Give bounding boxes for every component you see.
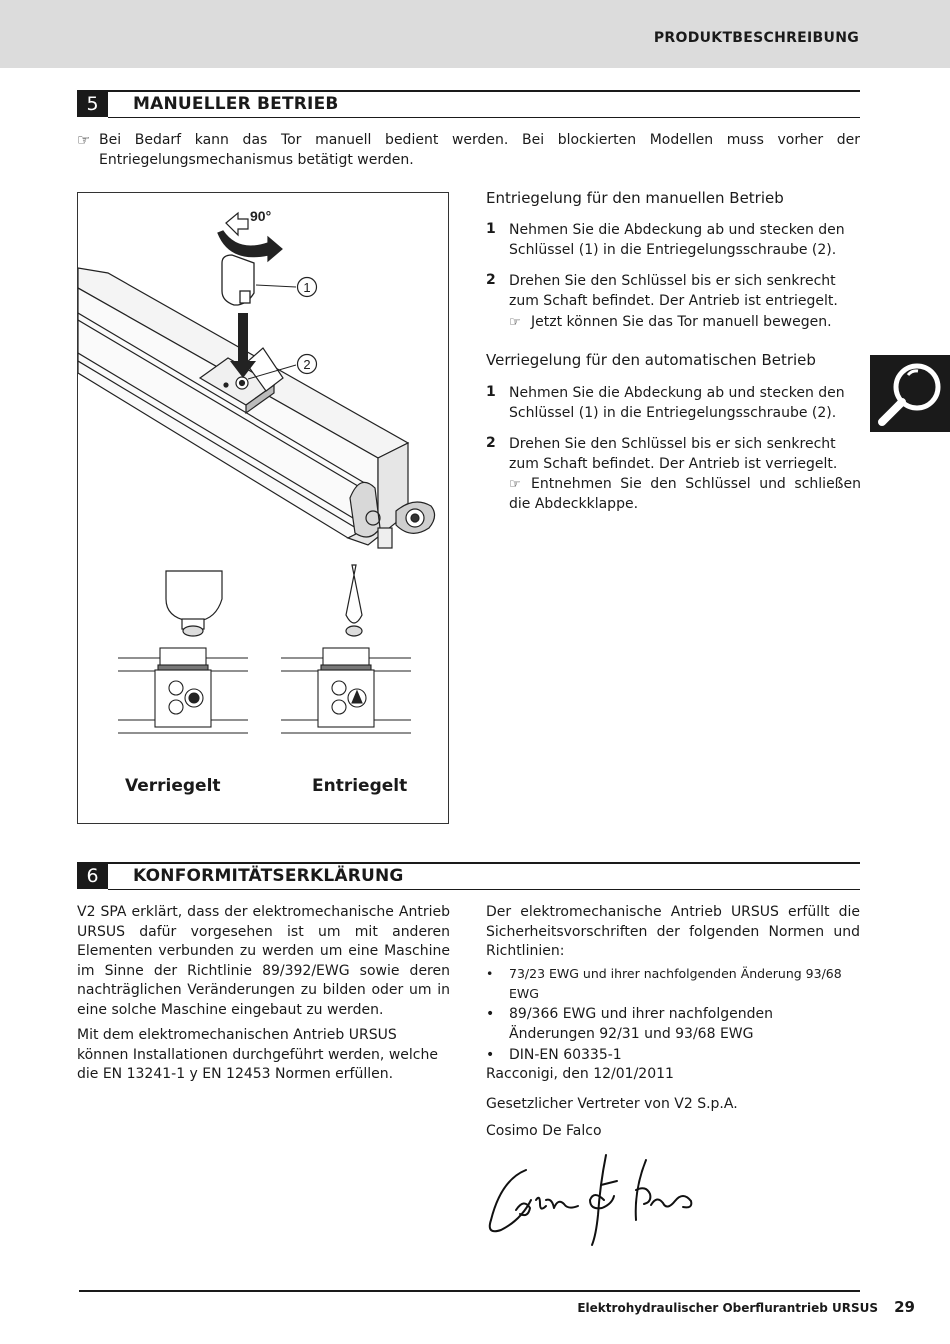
section-6-top-rule — [77, 862, 860, 864]
lock-step-2-number: 2 — [486, 435, 496, 451]
callout-1-label: 1 — [303, 280, 311, 295]
section-5-top-rule — [77, 90, 860, 92]
standard-item: • 73/23 EWG und ihrer nachfolgenden Änderung 93/68 EWG — [486, 964, 860, 1003]
standard-item: • 89/366 EWG und ihrer nachfolgenden Änderungen 92/31 und 93/68 EWG — [486, 1005, 860, 1044]
operator-body — [78, 268, 435, 548]
lock-note: Entnehmen Sie den Schlüssel und schließen die Abdeckklappe. — [509, 476, 861, 512]
declaration-paragraph-2: Mit dem elektromechanischen Antrieb URSUS können Installationen durchgeführt werden, welche die EN 13241-1 y EN 12453 Normen erfüllen. — [77, 1027, 438, 1082]
unlocked-cover-detail — [281, 648, 411, 733]
header-title: PRODUKTBESCHREIBUNG — [653, 30, 859, 46]
standard-item: • DIN-EN 60335-1 — [486, 1046, 860, 1066]
lock-step-1-text: Nehmen Sie die Abdeckung ab und stecken den Schlüssel (1) in die Entriegelungsschraube (2). — [509, 385, 845, 421]
representative-title: Gesetzlicher Vertreter von V2 S.p.A. — [486, 1096, 738, 1112]
hand-pointer-icon: ☞ — [509, 477, 521, 492]
standards-list — [486, 964, 860, 1068]
side-tab — [870, 355, 950, 432]
section-5-intro: Bei Bedarf kann das Tor manuell bedient werden. Bei blockierten Modellen muss vorher der Entriegelungsmechanismus betätigt werden. — [99, 132, 860, 168]
unlock-step-2-number: 2 — [486, 272, 496, 288]
caption-unlocked: Entriegelt — [312, 776, 408, 796]
unlock-note: Jetzt können Sie das Tor manuell bewegen. — [531, 314, 832, 330]
lock-step-2-text: Drehen Sie den Schlüssel bis er sich senkrecht zum Schaft befindet. Der Antrieb ist verriegelt. — [509, 436, 838, 472]
locked-key-detail — [166, 571, 222, 636]
place-date: Racconigi, den 12/01/2011 — [486, 1066, 674, 1082]
unlock-heading: Entriegelung für den manuellen Betrieb — [486, 189, 784, 207]
lock-step-1-number: 1 — [486, 384, 496, 400]
release-mechanism-illustration — [78, 193, 448, 823]
unlock-step-1-text: Nehmen Sie die Abdeckung ab und stecken den Schlüssel (1) in die Entriegelungsschraube (2). — [509, 222, 845, 258]
section-5-number: 5 — [77, 92, 108, 117]
illustration-box — [77, 192, 449, 824]
section-5-title: MANUELLER BETRIEB — [133, 94, 339, 114]
representative-name: Cosimo De Falco — [486, 1123, 602, 1139]
magnifier-icon — [870, 355, 950, 432]
key-icon — [222, 255, 254, 305]
declaration-paragraph-1: V2 SPA erklärt, dass der elektromechanische Antrieb URSUS dafür vorgesehen ist um mit anderen Elementen verbunden zu werden um eine Maschine im Sinne der Richtlinie 89/392/EWG sowie deren nachträglichen Veränderungen zu bilden oder um in eine solche Maschine eingebaut zu werden. — [77, 904, 450, 1018]
hand-pointer-icon: ☞ — [509, 315, 521, 330]
unlock-step-1-number: 1 — [486, 221, 496, 237]
footer-title: Elektrohydraulischer Oberflurantrieb URSUS — [577, 1301, 878, 1315]
section-6-number: 6 — [77, 864, 108, 889]
callout-1-leader — [256, 285, 296, 287]
angle-label: 90° — [250, 208, 272, 224]
footer-rule — [79, 1290, 860, 1292]
unlock-step-2-text: Drehen Sie den Schlüssel bis er sich senkrecht zum Schaft befindet. Der Antrieb ist entriegelt. — [509, 273, 838, 309]
lock-heading: Verriegelung für den automatischen Betrieb — [486, 351, 816, 369]
unlocked-key-detail — [346, 565, 362, 636]
hand-pointer-icon: ☞ — [77, 131, 91, 149]
callout-2-label: 2 — [303, 357, 311, 372]
section-6-title: KONFORMITÄTSERKLÄRUNG — [133, 866, 404, 886]
caption-locked: Verriegelt — [125, 776, 221, 796]
page-number: 29 — [894, 1298, 915, 1316]
signature — [486, 1145, 716, 1255]
locked-cover-detail — [118, 648, 248, 733]
standards-intro: Der elektromechanische Antrieb URSUS erfüllt die Sicherheitsvorschriften der folgenden Normen und Richtlinien: — [486, 904, 860, 959]
section-5-bottom-rule — [108, 117, 860, 118]
section-6-bottom-rule — [108, 889, 860, 890]
